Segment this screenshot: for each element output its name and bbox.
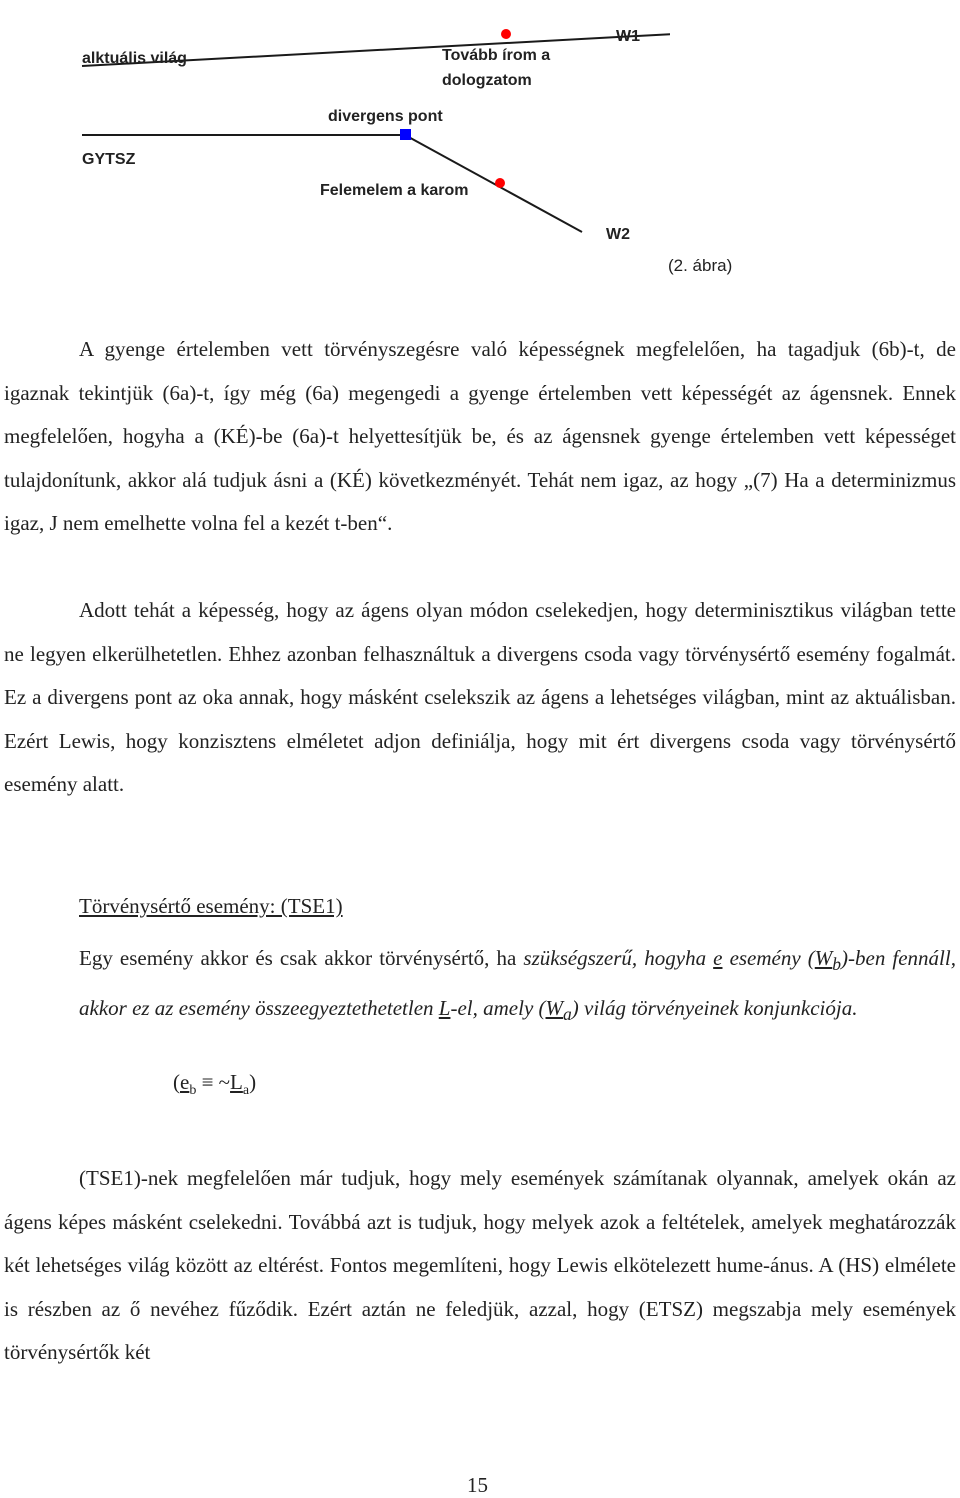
definition-title: Törvénysértő esemény: (TSE1) xyxy=(79,894,343,918)
label-w2: W2 xyxy=(606,226,630,243)
world-branching-figure xyxy=(70,8,670,278)
w1-marker xyxy=(501,29,511,39)
label-gytsz: GYTSZ xyxy=(82,151,136,168)
page-number: 15 xyxy=(467,1473,488,1497)
branch-marker xyxy=(495,178,505,188)
definition-italic: szükségszerű, hogyha e esemény $(W_b)$-ben fennáll, akkor ez az esemény összeegyeztethetetlen L-el, amely $(W_a)$ világ törvényeinek konjunkciója. xyxy=(79,946,956,1024)
label-actual-world: alktuális világ xyxy=(82,50,187,67)
definition-body xyxy=(79,937,956,1037)
paragraph-3: (TSE1)-nek megfelelően már tudjuk, hogy mely események számítanak olyannak, amelyek okán az ágens képes másként cselekedni. Továbbá azt is tudjuk, hogy melyek azok a feltételek, amelyek meghatározzák két lehetséges világ között az eltérést. Fontos megemlíteni, hogy Lewis elkötelezett hume-ánus. A (HS) elmélete is részben az ő nevéhez fűződik. Ezért aztán ne feledjük, azzal, hogy (ETSZ) megszabja mely események törvénysértők két xyxy=(4,1166,956,1365)
label-raise-arm: Felemelem a karom xyxy=(320,182,469,199)
definition-formula: ($e_b$ ≡ $\sim L_a$) xyxy=(173,1070,257,1099)
label-continue-writing-2: dologzatom xyxy=(442,72,532,89)
paragraph-2: Adott tehát a képesség, hogy az ágens olyan módon cselekedjen, hogy determinisztikus világban tette ne legyen elkerülhetetlen. Ehhez azonban felhasználtuk a divergens csoda vagy törvénysértő esemény fogalmát. Ez a divergens pont az oka annak, hogy másként cselekszik az ágens a lehetséges világban, mint az aktuálisban. Ezért Lewis, hogy konzisztens elméletet adjon definiálja, hogy mit ért divergens csoda vagy törvénysértő esemény alatt. xyxy=(4,598,956,797)
label-continue-writing: Tovább írom a xyxy=(442,47,551,64)
divergence-point-marker xyxy=(400,129,411,140)
label-w1: W1 xyxy=(616,28,640,45)
definition-lead: Egy esemény akkor és csak akkor törvénysértő, ha xyxy=(79,946,524,970)
figure-caption: (2. ábra) xyxy=(668,256,733,275)
paragraph-1: A gyenge értelemben vett törvényszegésre való képességnek megfelelően, ha tagadjuk (6b)-t, de igaznak tekintjük (6a)-t, így még (6a) megengedi a gyenge értelemben vett képességét az ágensnek. Ennek megfelelően, hogyha a (KÉ)-be (6a)-t helyettesítjük be, és az ágensnek gyenge értelemben vett képességet tulajdonítunk, akkor alá tudjuk ásni a (KÉ) következményét. Tehát nem igaz, az hogy „(7) Ha a determinizmus igaz, J nem emelhette volna fel a kezét t-ben“. xyxy=(4,337,956,536)
label-divergence-point: divergens pont xyxy=(328,108,443,125)
